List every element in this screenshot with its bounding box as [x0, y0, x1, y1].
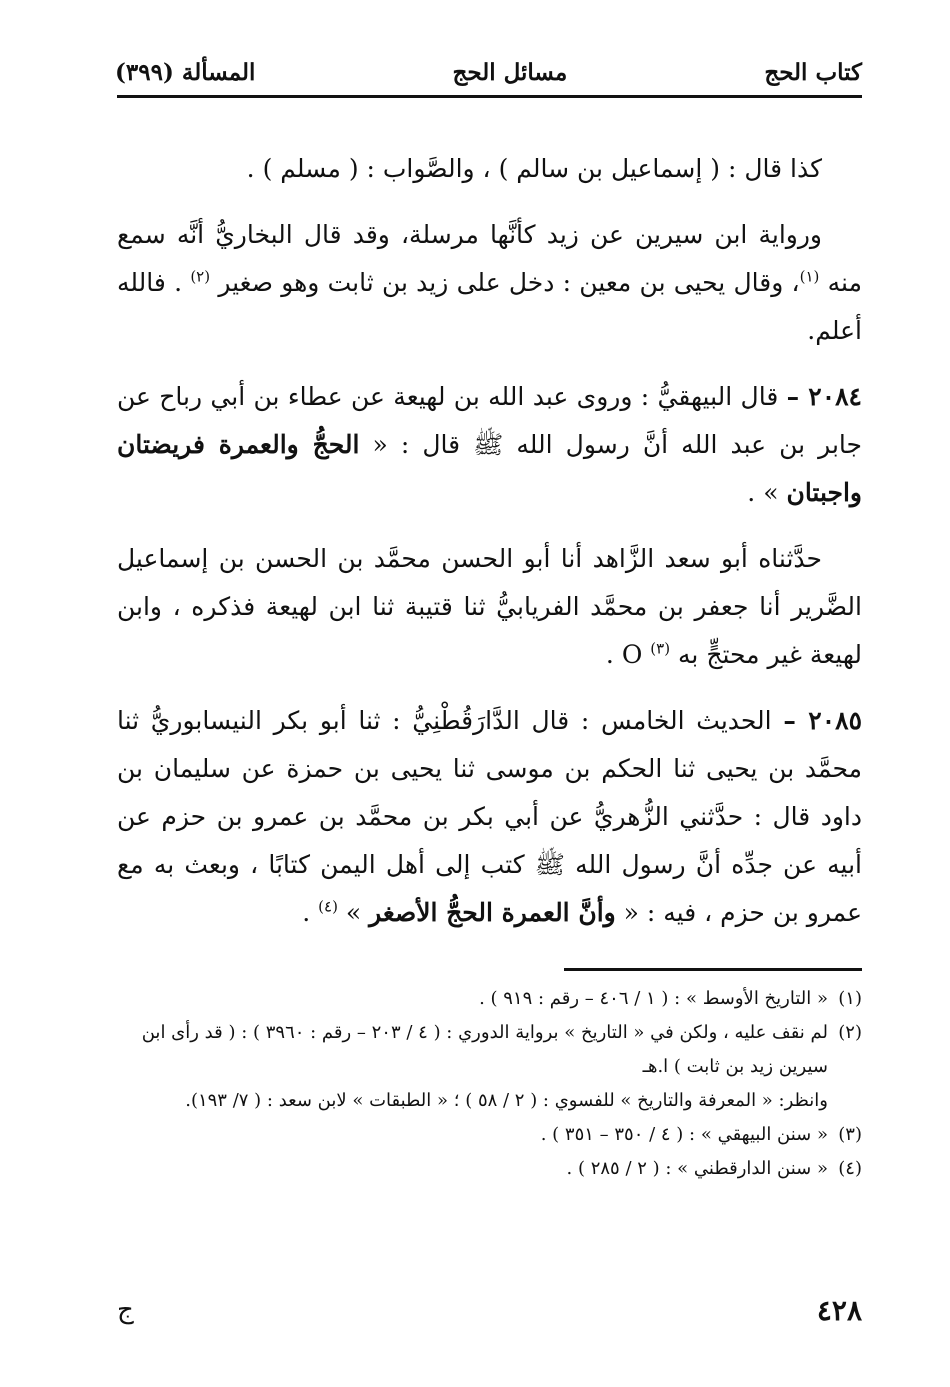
footnote-text: « سنن الدارقطني » : ( ٢ / ٢٨٥ ) . [566, 1158, 828, 1179]
footnote-ref-2[interactable]: (٢) [190, 267, 211, 286]
page-number: ٤٢٨ [816, 1293, 862, 1327]
page-footer [117, 1290, 862, 1330]
footnote-number [828, 1084, 862, 1118]
footnote-text: وانظر: « المعرفة والتاريخ » للفسوي : ( ٢ / ٥٨ ) ؛ « الطبقات » لابن سعد : ( ٧/ ١٩٣). [185, 1090, 828, 1111]
paragraph-text: الحديث الخامس : قال الدَّارَقُطْنِيُّ : ثنا أبو بكر النيسابوريُّ ثنا محمَّد بن يحيى ثنا الحكم بن موسى ثنا يحيى بن حمزة عن سليمان بن داود قال : حدَّثني الزُّهريُّ عن أبي بكر بن محمَّد بن عمرو بن حزم عن أبيه عن جدِّه أنَّ رسول الله ﷺ كتب إلى أهل اليمن كتابًا ، وبعث به مع عمرو بن حزم ، فيه : « [117, 706, 862, 927]
paragraph-text: ورواية ابن سيرين عن زيد كأنَّها مرسلة، وقد قال البخاريُّ أنَّه سمع منه [117, 220, 862, 297]
footnote-item [117, 1084, 862, 1118]
paragraph-text: حدَّثناه أبو سعد الزَّاهد أنا أبو الحسن محمَّد بن الحسن بن إسماعيل الضَّرير أنا جعفر بن محمَّد الفريابيُّ ثنا قتيبة ثنا ابن لهيعة فذكره ، وابن لهيعة غير محتجٍّ به [117, 544, 862, 669]
header-issue-number: المسألة (٣٩٩) [115, 59, 256, 86]
paragraph-text: » [345, 898, 362, 927]
hadith-number: ٢٠٨٤ – [786, 382, 862, 411]
footnote-text: « سنن البيهقي » : ( ٤ / ٣٥٠ – ٣٥١ ) . [540, 1124, 828, 1145]
paragraph-text: ، وقال يحيى بن معين : دخل على زيد بن ثابت وهو صغير [218, 268, 800, 297]
paragraph-text: قال البيهقيُّ : وروى عبد الله بن لهيعة عن عطاء بن أبي رباح عن جابر بن عبد الله أنَّ رسول الله ﷺ قال : « [117, 382, 862, 459]
footnote-ref-3[interactable]: (٣) [650, 639, 671, 658]
signature-mark: ج [117, 1295, 134, 1325]
paragraph-text: . فالله أعلم. [117, 268, 862, 345]
footnote-number: (٢) [838, 1022, 862, 1043]
hadith-2085 [117, 697, 862, 937]
footnote-divider [564, 968, 862, 971]
paragraph-text: » . [747, 478, 779, 507]
hadith-matn: وأنَّ العمرة الحجُّ الأصغر [369, 898, 616, 927]
footnote-ref-1[interactable]: (١) [799, 267, 820, 286]
footnote-item [117, 1016, 862, 1084]
hadith-matn: الحجُّ والعمرة فريضتان واجبتان [117, 430, 862, 507]
footnote-number: (٤) [838, 1158, 862, 1179]
header-divider [117, 95, 862, 98]
header-chapter-title: مسائل الحج [452, 59, 568, 86]
footnote-number: (٣) [838, 1124, 862, 1145]
footnote-text: « التاريخ الأوسط » : ( ١ / ٤٠٦ – رقم : ٩١٩ ) . [479, 988, 828, 1009]
paragraph-correction [117, 145, 862, 193]
footnote-item [117, 982, 862, 1016]
footnote-text: لم نقف عليه ، ولكن في « التاريخ » برواية الدوري : ( ٤ / ٢٠٣ – رقم : ٣٩٦٠ ) : ( قد رأى ابن سيرين زيد بن ثابت ) ا.هـ [141, 1022, 828, 1077]
hadith-number: ٢٠٨٥ – [783, 706, 862, 735]
paragraph-text: . [302, 898, 311, 927]
main-text [117, 145, 862, 955]
paragraph-ibn-sirin [117, 211, 862, 355]
footnotes [117, 982, 862, 1186]
footnote-number: (١) [838, 988, 862, 1009]
hadith-2084 [117, 373, 862, 517]
paragraph-text: O . [605, 640, 643, 669]
header-book-title: كتاب الحج [764, 59, 862, 86]
paragraph-text: كذا قال : ( إسماعيل بن سالم ) ، والصَّواب : ( مسلم ) . [246, 154, 822, 183]
footnote-ref-4[interactable]: (٤) [318, 897, 338, 916]
footnote-item [117, 1118, 862, 1152]
paragraph-isnad [117, 535, 862, 679]
running-header [115, 50, 862, 86]
footnote-item [117, 1152, 862, 1186]
